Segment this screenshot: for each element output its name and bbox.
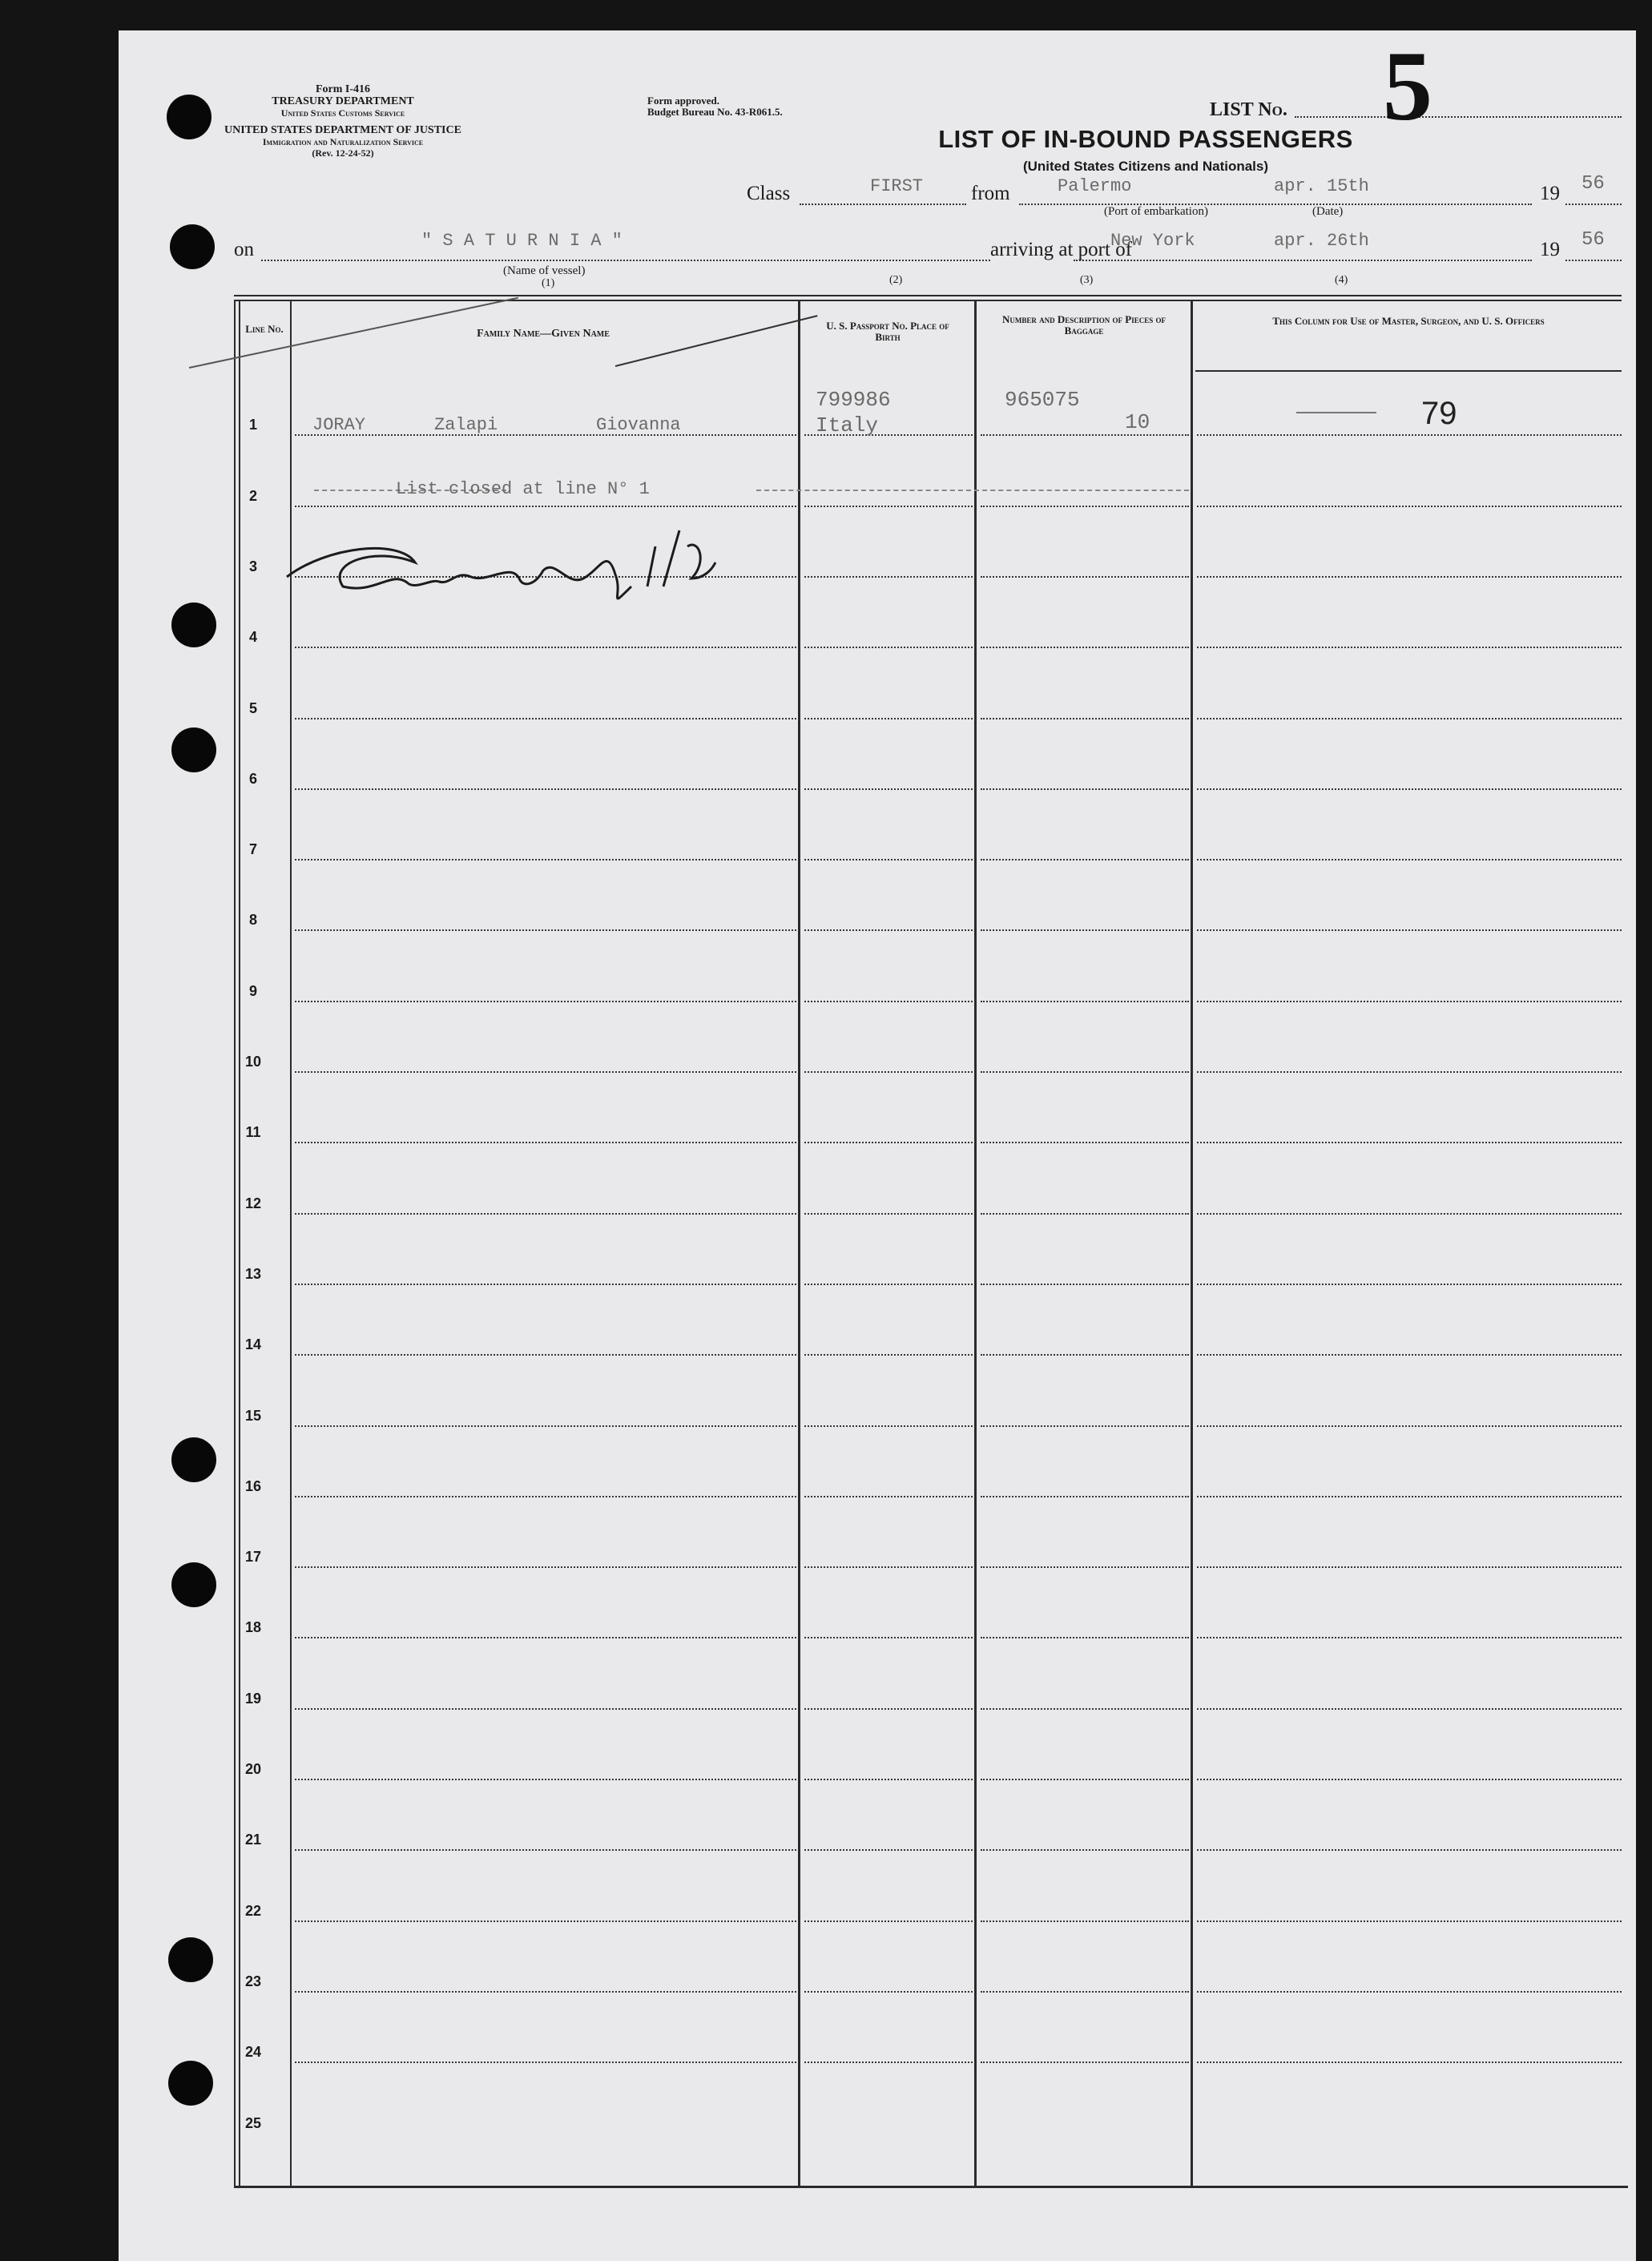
- row-rule: [1197, 1496, 1622, 1497]
- departure-date: apr. 15th: [1274, 176, 1369, 196]
- row-rule: [295, 506, 796, 507]
- row-rule: [804, 1496, 973, 1497]
- manifest-page: [119, 30, 1636, 2261]
- row-rule: [1197, 929, 1622, 931]
- row-rule: [1197, 1071, 1622, 1073]
- row-rule: [804, 1213, 973, 1215]
- line-number: 15: [244, 1407, 262, 1424]
- row-rule: [981, 1496, 1189, 1497]
- port-embark-caption: (Port of embarkation): [1104, 205, 1208, 218]
- row-rule: [295, 1991, 796, 1993]
- line-number: 12: [244, 1195, 262, 1211]
- punch-hole: [168, 1937, 213, 1982]
- row-rule: [981, 1071, 1189, 1073]
- row-rule: [295, 1213, 796, 1215]
- list-no-label: LIST No.: [1210, 99, 1287, 120]
- line-number: 22: [244, 1902, 262, 1919]
- row-rule: [804, 1142, 973, 1143]
- row-rule: [981, 1991, 1189, 1993]
- baggage-number: 965075: [1005, 388, 1080, 412]
- punch-hole: [171, 1437, 216, 1482]
- line-number: 23: [244, 1973, 262, 1989]
- line-number: 25: [244, 2114, 262, 2131]
- port-of-embarkation: Palermo: [1058, 176, 1132, 196]
- row-rule: [295, 1001, 796, 1002]
- on-label: on: [234, 239, 254, 260]
- row-rule: [295, 1779, 796, 1780]
- row-rule: [981, 506, 1189, 507]
- row-rule: [981, 788, 1189, 790]
- line-number: 10: [244, 1054, 262, 1070]
- row-rule: [295, 1637, 796, 1638]
- row-rule: [295, 2062, 796, 2063]
- row-rule: [1197, 2062, 1622, 2063]
- row-rule: [804, 1637, 973, 1638]
- line-number: 18: [244, 1619, 262, 1636]
- row-rule: [804, 2062, 973, 2063]
- row-rule: [804, 1779, 973, 1780]
- header-name: Family Name—Given Name: [477, 328, 610, 340]
- row-rule: [295, 859, 796, 860]
- line-number: 9: [248, 982, 257, 999]
- ins-label: Immigration and Naturalization Service: [262, 136, 424, 147]
- row-rule: [295, 1496, 796, 1497]
- row-rule: [804, 1425, 973, 1427]
- row-rule: [1197, 1001, 1622, 1002]
- row-rule: [1197, 1354, 1622, 1356]
- punch-hole: [171, 603, 216, 647]
- row-rule: [804, 859, 973, 860]
- row-rule: [981, 1849, 1189, 1851]
- row-rule: [981, 1425, 1189, 1427]
- row-rule: [981, 1284, 1189, 1285]
- date-caption: (Date): [1312, 205, 1344, 218]
- row-rule: [295, 1849, 796, 1851]
- row-rule: [981, 1779, 1189, 1780]
- family-name: JORAY: [312, 415, 366, 435]
- row-rule: [981, 647, 1189, 648]
- line-number: 19: [244, 1690, 262, 1707]
- row-rule: [804, 929, 973, 931]
- line-number: 3: [248, 558, 257, 574]
- row-rule: [295, 1354, 796, 1356]
- class-value: FIRST: [870, 176, 924, 196]
- row-rule: [981, 2062, 1189, 2063]
- line-number: 1: [248, 417, 257, 433]
- row-rule: [1197, 1849, 1622, 1851]
- row-rule: [804, 1284, 973, 1285]
- row-rule: [981, 1566, 1189, 1568]
- row-rule: [1197, 1566, 1622, 1568]
- row-rule: [981, 929, 1189, 931]
- page-subtitle: (United States Citizens and Nationals): [1022, 159, 1269, 174]
- justice-label: UNITED STATES DEPARTMENT OF JUSTICE: [224, 124, 461, 136]
- punch-hole: [167, 95, 212, 139]
- row-rule: [804, 1849, 973, 1851]
- line-number: 16: [244, 1477, 262, 1494]
- row-rule: [295, 1566, 796, 1568]
- treasury-label: TREASURY DEPARTMENT: [272, 95, 414, 107]
- row-rule: [804, 506, 973, 507]
- row-rule: [981, 1142, 1189, 1143]
- place-of-birth: Italy: [816, 413, 879, 437]
- line-number: 21: [244, 1832, 262, 1848]
- married-name: Zalapi: [434, 415, 498, 435]
- line-number: 4: [248, 629, 257, 646]
- line-number: 14: [244, 1336, 262, 1353]
- header-line-no: Line No.: [245, 323, 284, 335]
- line-number: 8: [248, 912, 257, 929]
- line-number: 20: [244, 1761, 262, 1777]
- given-name: Giovanna: [596, 415, 681, 435]
- vessel-caption: (Name of vessel): [503, 264, 586, 277]
- baggage-pieces: 10: [1125, 410, 1150, 434]
- row-rule: [1197, 1142, 1622, 1143]
- list-closed-note: List closed at line N° 1: [396, 479, 650, 499]
- row-rule: [981, 859, 1189, 860]
- caption-1: (1): [542, 277, 555, 289]
- row-rule: [295, 1071, 796, 1073]
- punch-hole: [171, 1562, 216, 1607]
- row-rule: [295, 1142, 796, 1143]
- form-number: Form I-416: [315, 83, 371, 95]
- punch-hole: [170, 224, 215, 269]
- row-rule: [981, 1637, 1189, 1638]
- row-rule: [804, 1354, 973, 1356]
- caption-3: (3): [1080, 274, 1094, 286]
- row-rule: [804, 788, 973, 790]
- row-rule: [1197, 1637, 1622, 1638]
- row-rule: [1197, 1213, 1622, 1215]
- list-number: 5: [1383, 31, 1432, 141]
- punch-hole: [168, 2061, 213, 2106]
- rev-label: (Rev. 12-24-52): [312, 147, 374, 159]
- vessel-name: " S A T U R N I A ": [421, 231, 623, 251]
- arrival-port: New York: [1110, 231, 1195, 251]
- year-prefix-1: 19: [1540, 183, 1560, 204]
- row-rule: [1197, 1991, 1622, 1993]
- row-rule: [981, 1213, 1189, 1215]
- row-rule: [1197, 576, 1622, 578]
- line-number: 7: [248, 841, 257, 858]
- caption-4: (4): [1335, 274, 1348, 286]
- row-rule: [981, 1708, 1189, 1710]
- row-rule: [295, 929, 796, 931]
- header-baggage: Number and Description of Pieces of Baggage: [1002, 313, 1166, 337]
- row-rule: [1197, 859, 1622, 860]
- from-label: from: [971, 183, 1010, 204]
- line-number: 17: [244, 1549, 262, 1566]
- row-rule: [804, 1708, 973, 1710]
- row-rule: [1197, 506, 1622, 507]
- row-rule: [295, 1284, 796, 1285]
- row-rule: [804, 1566, 973, 1568]
- line-number: 5: [248, 699, 257, 716]
- departure-year: 56: [1581, 173, 1605, 195]
- punch-hole: [171, 727, 216, 772]
- row-rule: [1197, 1779, 1622, 1780]
- signature: [279, 514, 727, 635]
- row-rule: [295, 1920, 796, 1922]
- row-rule: [1197, 1284, 1622, 1285]
- row-rule: [804, 1920, 973, 1922]
- row-rule: [1197, 718, 1622, 719]
- row-rule: [1197, 1708, 1622, 1710]
- arriving-label: arriving at port of: [990, 239, 1133, 260]
- row-rule: [295, 718, 796, 719]
- row-rule: [295, 434, 796, 436]
- row-rule: [1197, 434, 1622, 436]
- budget-bureau: Budget Bureau No. 43-R061.5.: [647, 106, 783, 118]
- row-rule: [1197, 788, 1622, 790]
- arrival-date: apr. 26th: [1274, 231, 1369, 251]
- class-label: Class: [747, 183, 791, 204]
- row-rule: [981, 434, 1189, 436]
- row-rule: [981, 718, 1189, 719]
- row-rule: [804, 647, 973, 648]
- row-rule: [981, 1001, 1189, 1002]
- row-rule: [804, 1001, 973, 1002]
- line-number: 13: [244, 1265, 262, 1282]
- row-rule: [981, 1920, 1189, 1922]
- header-passport: U. S. Passport No. Place of Birth: [826, 320, 949, 343]
- row-rule: [295, 788, 796, 790]
- row-rule: [1197, 1920, 1622, 1922]
- customs-label: United States Customs Service: [280, 107, 405, 119]
- caption-2: (2): [889, 274, 903, 286]
- officer-mark: 79: [1421, 396, 1457, 431]
- row-rule: [295, 1425, 796, 1427]
- row-rule: [1197, 647, 1622, 648]
- form-approved: Form approved.: [647, 95, 720, 107]
- row-rule: [804, 718, 973, 719]
- row-rule: [1197, 1425, 1622, 1427]
- row-rule: [295, 647, 796, 648]
- row-rule: [295, 1708, 796, 1710]
- arrival-year: 56: [1581, 229, 1605, 251]
- line-number: 11: [245, 1124, 261, 1141]
- passport-number: 799986: [816, 388, 891, 412]
- page-title: LIST OF IN-BOUND PASSENGERS: [938, 125, 1353, 153]
- row-rule: [804, 1991, 973, 1993]
- line-number: 24: [244, 2044, 262, 2061]
- line-number: 6: [248, 770, 257, 787]
- year-prefix-2: 19: [1540, 239, 1560, 260]
- line-number: 2: [248, 487, 257, 504]
- header-officers: This Column for Use of Master, Surgeon, and U. S. Officers: [1272, 315, 1545, 327]
- row-rule: [804, 1071, 973, 1073]
- row-rule: [981, 1354, 1189, 1356]
